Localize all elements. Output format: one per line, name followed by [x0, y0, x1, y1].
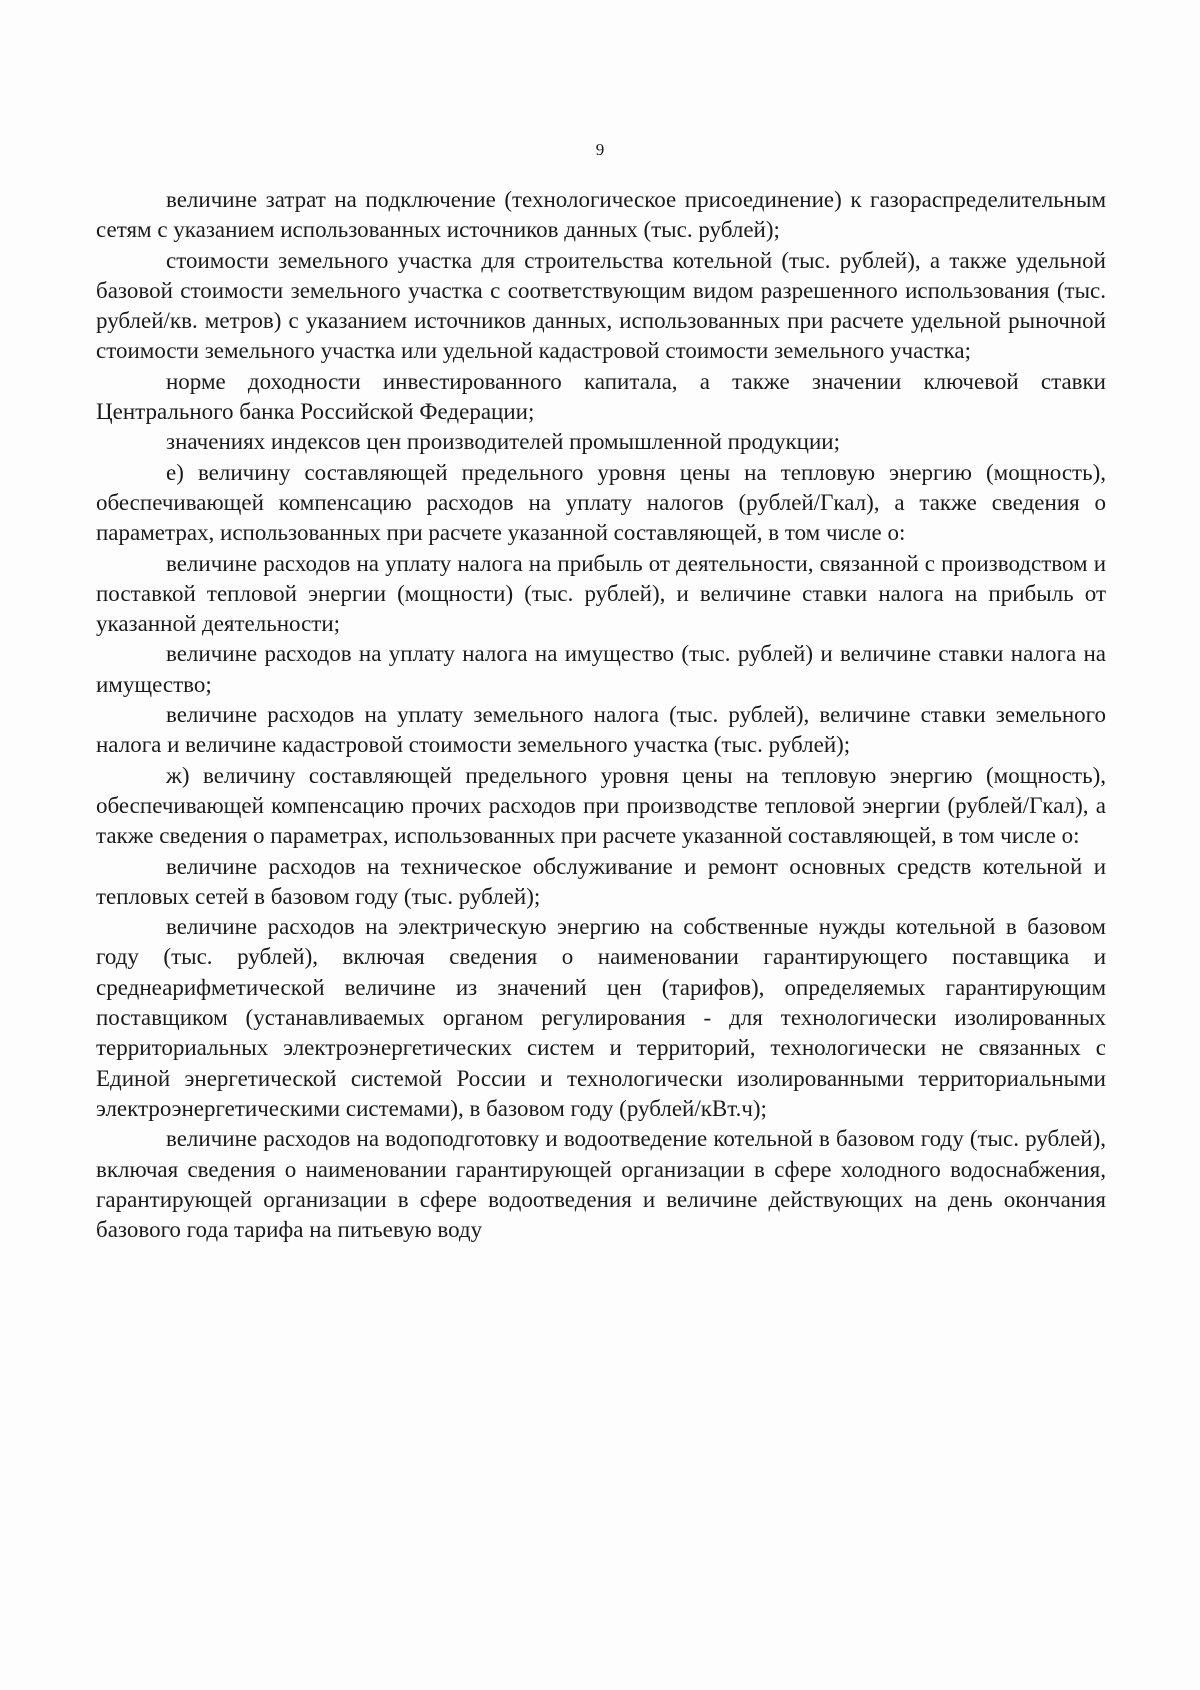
paragraph: е) величину составляющей предельного уровня цены на тепловую энергию (мощность), обеспечивающей компенсацию расходов на уплату налогов (рублей/Гкал), а также сведения о параметрах, использованных при расчете указанной составляющей, в том числе о: [96, 459, 1106, 546]
page-number: 9 [595, 140, 605, 159]
paragraph: величине расходов на техническое обслуживание и ремонт основных средств котельной и тепловых сетей в базовом году (тыс. рублей); [96, 853, 1106, 909]
paragraph: величине расходов на электрическую энергию на собственные нужды котельной в базовом году (тыс. рублей), включая сведения о наименовании гарантирующего поставщика и среднеарифметической величине из значений цен (тарифов), определяемых гарантирующим поставщиком (устанавливаемых органом регулирования - для технологически изолированных территориальных электроэнергетических систем и территорий, технологически не связанных с Единой энергетической системой России и технологически изолированными территориальными электроэнергетическими системами), в базовом году (рублей/кВт.ч); [96, 914, 1106, 1121]
paragraph: величине расходов на уплату налога на прибыль от деятельности, связанной с производством и поставкой тепловой энергии (мощности) (тыс. рублей), и величине ставки налога на прибыль от указанной деятельности; [96, 550, 1106, 637]
paragraph: величине расходов на уплату земельного налога (тыс. рублей), величине ставки земельного налога и величине кадастровой стоимости земельного участка (тыс. рублей); [96, 702, 1106, 758]
paragraph: ж) величину составляющей предельного уровня цены на тепловую энергию (мощность), обеспечивающей компенсацию прочих расходов при производстве тепловой энергии (рублей/Гкал), а также сведения о параметрах, использованных при расчете указанной составляющей, в том числе о: [96, 762, 1106, 849]
paragraph: величине расходов на уплату налога на имущество (тыс. рублей) и величине ставки налога на имущество; [96, 641, 1106, 697]
paragraph: величине расходов на водоподготовку и водоотведение котельной в базовом году (тыс. рублей), включая сведения о наименовании гарантирующей организации в сфере холодного водоснабжения, гарантирующей организации в сфере водоотведения и величине действующих на день окончания базового года тарифа на питьевую воду [96, 1126, 1106, 1243]
paragraph: норме доходности инвестированного капитала, а также значении ключевой ставки Центрального банка Российской Федерации; [96, 368, 1106, 425]
document-body [96, 185, 1106, 1245]
paragraph: значениях индексов цен производителей промышленной продукции; [166, 429, 840, 455]
paragraph: стоимости земельного участка для строительства котельной (тыс. рублей), а также удельной базовой стоимости земельного участка с соответствующим видом разрешенного использования (тыс. рублей/кв. метров) с указанием источников данных, использованных при расчете удельной рыночной стоимости земельного участка или удельной кадастровой стоимости земельного участка; [96, 247, 1106, 364]
paragraph: величине затрат на подключение (технологическое присоединение) к газораспределительным сетям с указанием использованных источников данных (тыс. рублей); [96, 187, 1106, 243]
